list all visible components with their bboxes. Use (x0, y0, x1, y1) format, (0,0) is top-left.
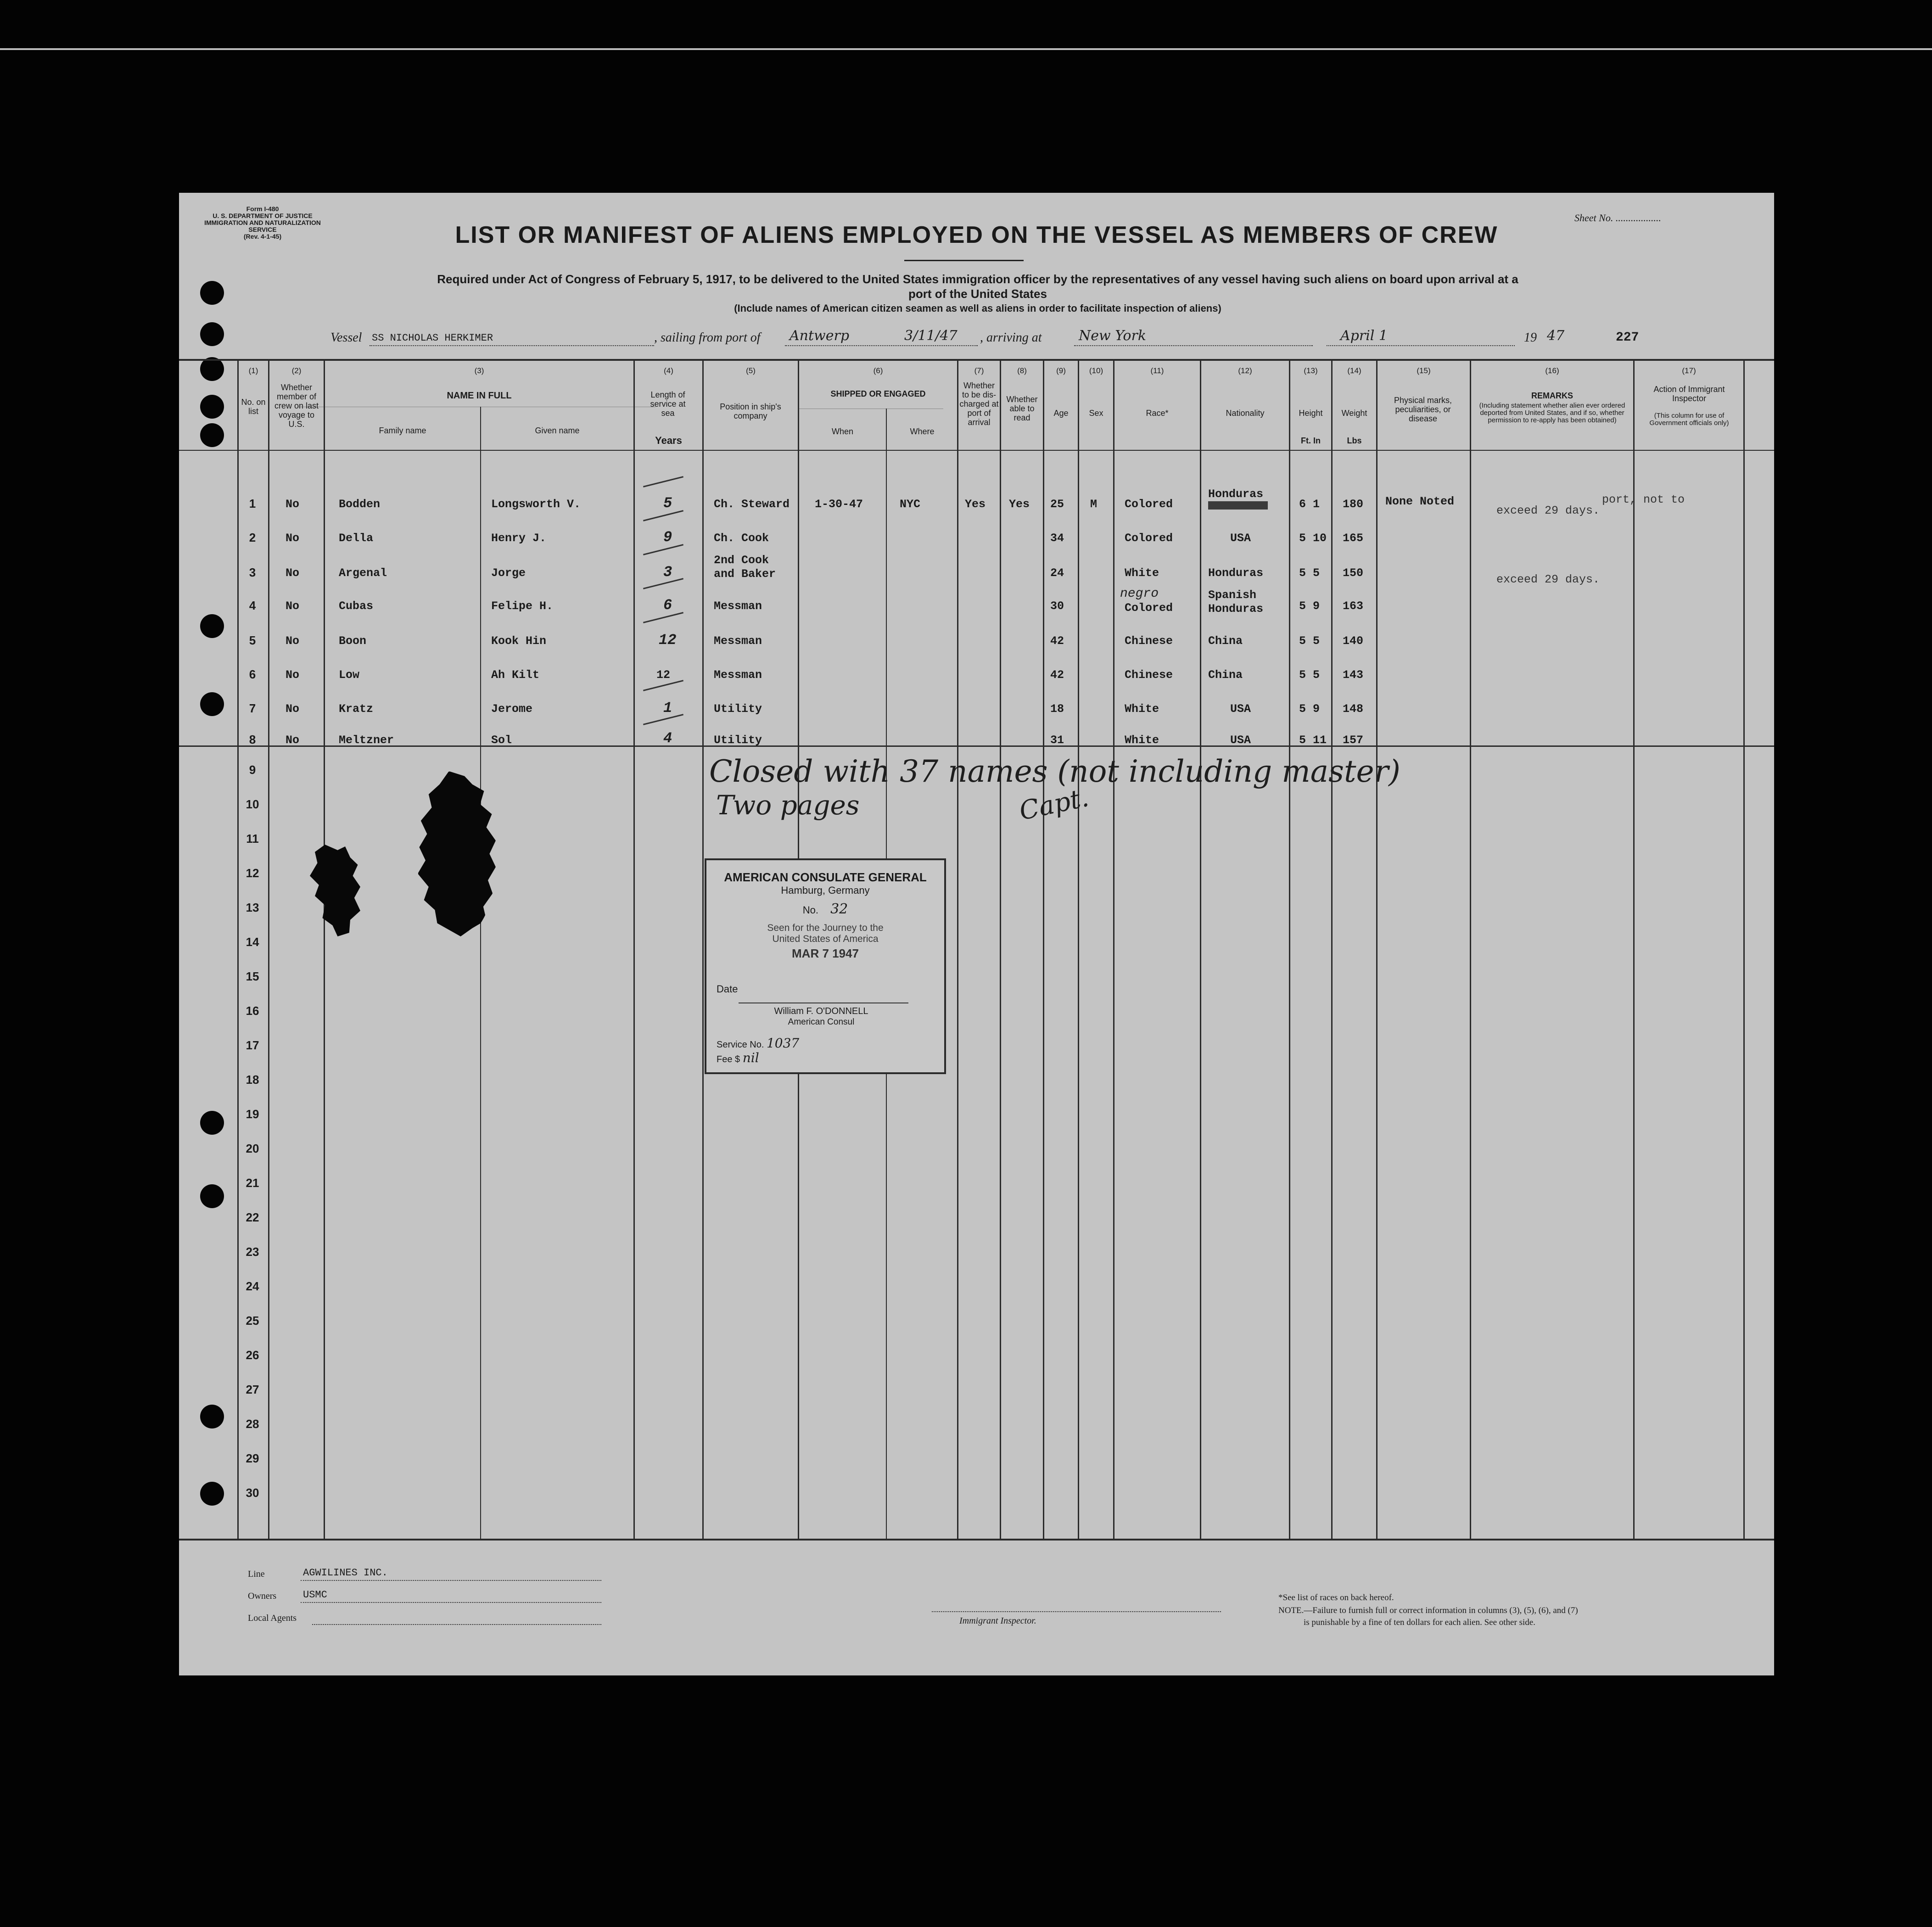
row-number: 1 (249, 497, 256, 510)
sailing-label: , sailing from port of (654, 331, 761, 345)
given-name-cell: Kook Hin (491, 634, 547, 648)
age-cell: 25 (1050, 498, 1064, 511)
height-cell: 5 9 (1299, 599, 1320, 613)
previous-voyage-cell: No (286, 668, 300, 682)
row-number: 27 (246, 1383, 259, 1396)
row-number: 14 (246, 935, 259, 949)
position-cell: Messman (714, 634, 762, 648)
row-number: 22 (246, 1210, 259, 1224)
family-name-cell: Argenal (339, 566, 387, 580)
footer-agents-row (248, 1613, 297, 1624)
column-number: (16) (1545, 366, 1559, 375)
race-cell: White (1125, 702, 1159, 716)
subheading-ft-in: Ft. In (1301, 436, 1321, 445)
column-number: (3) (474, 366, 484, 375)
row-number: 9 (249, 763, 256, 777)
punch-hole (200, 423, 224, 447)
column-heading-list-no: No. on list (241, 398, 266, 416)
column-number: (17) (1682, 366, 1696, 375)
height-cell: 5 5 (1299, 668, 1320, 682)
dotted-rule (1327, 345, 1515, 346)
sailing-port: Antwerp (790, 328, 850, 344)
vessel-line (330, 328, 1753, 349)
footer-rule (301, 1602, 601, 1603)
year-suffix: 47 (1547, 328, 1565, 344)
column-heading-inspector-action: Action of Immigrant Inspector (1653, 385, 1725, 403)
column-heading-sex: Sex (1089, 409, 1103, 418)
age-cell: 18 (1050, 702, 1064, 716)
owners-value: USMC (303, 1589, 327, 1601)
shipped-where-cell: NYC (900, 498, 921, 511)
weight-cell: 157 (1343, 734, 1364, 747)
family-name-cell: Low (339, 668, 360, 682)
vessel-name: SS NICHOLAS HERKIMER (372, 332, 493, 344)
column-heading-able-to-read: Whether able to read (1006, 395, 1038, 422)
column-heading-weight: Weight (1341, 409, 1367, 418)
table-row (179, 587, 1774, 616)
given-name-cell: Ah Kilt (491, 668, 540, 682)
arrival-date: April 1 (1340, 328, 1388, 344)
dotted-rule (785, 345, 978, 346)
column-number: (2) (291, 366, 302, 375)
punch-hole (200, 1184, 224, 1208)
row-number: 12 (246, 866, 259, 880)
race-cell: Chinese (1125, 668, 1173, 682)
height-cell: 5 9 (1299, 702, 1320, 716)
previous-voyage-cell: No (286, 734, 300, 747)
manifest-subtitle (243, 272, 1712, 316)
punch-hole (200, 322, 224, 346)
stamp-seen-line-2: United States of America (772, 934, 879, 944)
age-cell: 42 (1050, 668, 1064, 682)
stamp-service-line (717, 1036, 799, 1051)
vessel-label: Vessel (330, 331, 362, 345)
column-heading-height: Height (1299, 409, 1323, 418)
table-row (179, 700, 1774, 718)
weight-cell: 163 (1343, 599, 1364, 613)
table-row (179, 554, 1774, 586)
table-row (179, 666, 1774, 684)
row-number: 7 (249, 701, 256, 715)
remarks-instructions: (Including statement whether alien ever ordered deported from United States, and if so, whether permission to re-apply has been obtained) (1479, 402, 1625, 424)
column-heading-shipped: SHIPPED OR ENGAGED (830, 389, 926, 398)
age-cell: 42 (1050, 634, 1064, 648)
given-name-cell: Jorge (491, 566, 526, 580)
given-name-cell: Longsworth V. (491, 498, 581, 511)
row-number: 23 (246, 1245, 259, 1259)
subheading-lbs: Lbs (1347, 436, 1362, 445)
stamp-number: 32 (830, 901, 848, 917)
column-number: (14) (1347, 366, 1361, 375)
column-number: (5) (746, 366, 756, 375)
position-cell: Messman (714, 668, 762, 682)
race-cell: Colored (1125, 498, 1173, 511)
inspector-label: Immigrant Inspector. (959, 1616, 1036, 1626)
row-number: 15 (246, 969, 259, 983)
discharged-cell: Yes (965, 498, 986, 511)
manifest-sheet (179, 193, 1774, 1675)
race-cell: White (1125, 734, 1159, 747)
title-underline (904, 260, 1024, 261)
column-heading-age: Age (1053, 409, 1069, 418)
manifest-title: LIST OR MANIFEST OF ALIENS EMPLOYED ON THE VESSEL AS MEMBERS OF CREW (455, 222, 1498, 248)
line-value: AGWILINES INC. (303, 1567, 388, 1579)
family-name-cell: Kratz (339, 702, 374, 716)
previous-voyage-cell: No (286, 498, 300, 511)
years-cell: 12 (656, 668, 671, 682)
race-cell: Colored (1125, 532, 1173, 545)
sailing-date: 3/11/47 (904, 328, 958, 344)
able-to-read-cell: Yes (1009, 498, 1030, 511)
tick-mark (643, 476, 683, 487)
department-name: U. S. DEPARTMENT OF JUSTICE (213, 212, 313, 219)
family-name-cell: Meltzner (339, 734, 394, 747)
weight-cell: 140 (1343, 634, 1364, 648)
weight-cell: 148 (1343, 702, 1364, 716)
years-cell: 6 (663, 597, 672, 614)
punch-hole (200, 1111, 224, 1135)
master-signature: Capt. (1016, 782, 1092, 827)
family-name-cell: Cubas (339, 599, 374, 613)
subheading-years: Years (655, 435, 682, 446)
nationality-cell: Spanish Honduras (1208, 588, 1264, 616)
row-number: 2 (249, 531, 256, 544)
height-cell: 5 5 (1299, 634, 1320, 648)
table-row (179, 529, 1774, 547)
footer-rule (301, 1580, 601, 1581)
sheet-number-label: Sheet No. .................. (1574, 212, 1661, 224)
arrival-port: New York (1079, 328, 1146, 344)
penalty-note-2: is punishable by a fine of ten dollars for each alien. See other side. (1304, 1618, 1535, 1627)
punch-hole (200, 1405, 224, 1428)
stamp-fee-line (717, 1050, 759, 1065)
punch-hole (200, 1482, 224, 1506)
closing-note: Closed with 37 names (not including master) (709, 754, 1400, 789)
stamp-officer: William F. O'DONNELL (774, 1006, 868, 1016)
table-bottom-rule (179, 1539, 1774, 1540)
position-cell: Utility (714, 734, 762, 747)
stamp-fee-label: Fee $ (717, 1054, 740, 1064)
page-number: 227 (1616, 331, 1639, 345)
column-heading-race: Race* (1146, 409, 1169, 418)
column-number: (1) (248, 366, 258, 375)
position-cell: Ch. Steward (714, 498, 790, 511)
arriving-label: , arriving at (980, 331, 1042, 345)
service-name: IMMIGRATION AND NATURALIZATION SERVICE (204, 219, 321, 233)
header-bottom-rule (179, 450, 1774, 451)
stamp-fee: nil (742, 1050, 759, 1065)
stamp-number-line (706, 901, 944, 917)
previous-voyage-cell: No (286, 566, 300, 580)
row-number: 25 (246, 1314, 259, 1328)
age-cell: 31 (1050, 734, 1064, 747)
column-heading-position: Position in ship's company (720, 402, 781, 420)
years-cell: 4 (663, 730, 672, 747)
local-agents-label: Local Agents (248, 1613, 297, 1623)
table-row (179, 632, 1774, 650)
stamp-title: AMERICAN CONSULATE GENERAL (724, 870, 927, 884)
inspector-instructions: (This column for use of Government officials only) (1649, 412, 1729, 427)
consulate-stamp (705, 858, 946, 1074)
column-heading-length-of-service: Length of service at sea (650, 390, 686, 418)
shipped-when-cell: 1-30-47 (815, 498, 863, 511)
row-number: 18 (246, 1073, 259, 1087)
given-name-cell: Henry J. (491, 532, 547, 545)
previous-voyage-cell: No (286, 634, 300, 648)
given-name-cell: Felipe H. (491, 599, 554, 613)
row-number: 16 (246, 1004, 259, 1018)
year-prefix: 19 (1524, 331, 1537, 345)
subheading-where: Where (910, 427, 935, 436)
column-number: (7) (974, 366, 984, 375)
sex-cell: M (1090, 498, 1098, 511)
embossed-seal (418, 771, 496, 936)
column-heading-previous-voyage: Whether member of crew on last voyage to U.S. (274, 383, 319, 429)
races-note: *See list of races on back hereof. (1278, 1593, 1394, 1602)
column-number: (9) (1056, 366, 1066, 375)
height-cell: 5 11 (1299, 734, 1327, 747)
nationality-cell: USA (1230, 702, 1251, 716)
column-number: (8) (1017, 366, 1027, 375)
scan-edge-line (0, 48, 1932, 50)
years-cell: 12 (659, 632, 677, 649)
race-correction: negro (1120, 587, 1159, 601)
age-cell: 24 (1050, 566, 1064, 580)
dotted-rule (1074, 345, 1313, 346)
row-number: 10 (246, 797, 259, 811)
previous-voyage-cell: No (286, 532, 300, 545)
position-cell: Utility (714, 702, 762, 716)
column-number: (13) (1304, 366, 1318, 375)
nationality-cell: Honduras (1208, 487, 1264, 501)
punch-hole (200, 281, 224, 305)
previous-voyage-cell: No (286, 702, 300, 716)
remarks-cell: exceed 29 days. (1496, 573, 1600, 586)
weight-cell: 150 (1343, 566, 1364, 580)
remarks-partial: port, not to (1602, 493, 1685, 506)
column-heading-nationality: Nationality (1226, 409, 1265, 418)
form-number: Form I-480 (246, 205, 279, 213)
stamp-seen-line-1: Seen for the Journey to the (767, 923, 884, 933)
age-cell: 34 (1050, 532, 1064, 545)
row-number: 3 (249, 566, 256, 579)
form-revision: (Rev. 4-1-45) (243, 233, 282, 240)
weight-cell: 165 (1343, 532, 1364, 545)
race-cell: Chinese (1125, 634, 1173, 648)
embossed-seal (310, 845, 360, 936)
column-number: (11) (1150, 366, 1164, 375)
stamp-date-value: MAR 7 1947 (792, 947, 859, 960)
position-cell: Ch. Cook (714, 532, 769, 545)
row-number: 20 (246, 1142, 259, 1155)
height-cell: 6 1 (1299, 498, 1320, 511)
race-cell: Colored (1125, 601, 1173, 615)
column-heading-physical-marks: Physical marks, peculiarities, or disease (1394, 396, 1452, 423)
owners-label: Owners (248, 1591, 277, 1601)
column-number: (12) (1238, 366, 1252, 375)
subheading-given-name: Given name (535, 426, 580, 435)
race-cell: White (1125, 566, 1159, 580)
nationality-cell: Honduras (1208, 566, 1264, 580)
column-heading-remarks: REMARKS (1531, 391, 1573, 400)
column-heading-name: NAME IN FULL (447, 391, 512, 401)
years-cell: 9 (663, 529, 672, 546)
years-cell: 1 (663, 700, 672, 717)
line-label: Line (248, 1569, 265, 1579)
table-row (179, 487, 1774, 517)
row-number: 5 (249, 633, 256, 647)
row-number: 19 (246, 1107, 259, 1121)
subheading-when: When (831, 427, 854, 436)
years-cell: 5 (663, 495, 672, 512)
row-number: 26 (246, 1348, 259, 1362)
weight-cell: 180 (1343, 498, 1364, 511)
row-number: 8 (249, 733, 256, 746)
column-number: (10) (1089, 366, 1103, 375)
row-number: 30 (246, 1486, 259, 1500)
column-number: (15) (1417, 366, 1431, 375)
row-number: 17 (246, 1038, 259, 1052)
column-number: (4) (664, 366, 673, 375)
nationality-cell: China (1208, 634, 1243, 648)
stamp-service-label: Service No. (717, 1040, 764, 1050)
nationality-cell: USA (1230, 532, 1251, 545)
years-cell: 3 (663, 564, 672, 581)
penalty-note-1: NOTE.—Failure to furnish full or correct information in columns (3), (5), (6), and (7) (1278, 1606, 1578, 1615)
remarks-cell: exceed 29 days. (1496, 504, 1600, 517)
footer-owners-row (248, 1589, 327, 1602)
subtitle-line-3: (Include names of American citizen seamen as well as aliens in order to facilitate inspection of aliens) (734, 302, 1221, 314)
family-name-cell: Della (339, 532, 374, 545)
column-heading-discharged: Whether to be dis-charged at port of arrival (959, 381, 999, 427)
column-number: (6) (873, 366, 883, 375)
row-number: 29 (246, 1451, 259, 1465)
row-number: 13 (246, 901, 259, 914)
height-cell: 5 10 (1299, 532, 1327, 545)
age-cell: 30 (1050, 599, 1064, 613)
stamp-officer-title: American Consul (788, 1017, 855, 1027)
row-number: 4 (249, 599, 256, 612)
footer-rule (312, 1624, 601, 1625)
subheading-family-name: Family name (379, 426, 426, 435)
stamp-date-label: Date (717, 983, 738, 995)
row-number: 11 (246, 832, 259, 846)
row-number: 24 (246, 1279, 259, 1293)
stamp-number-label: No. (802, 904, 818, 916)
nationality-cell: USA (1230, 734, 1251, 747)
row-number: 6 (249, 667, 256, 681)
pages-note: Two pages (716, 790, 860, 821)
punch-hole (200, 395, 224, 419)
stamp-city: Hamburg, Germany (781, 885, 870, 896)
height-cell: 5 5 (1299, 566, 1320, 580)
table-row (179, 730, 1774, 753)
given-name-cell: Sol (491, 734, 512, 747)
physical-marks-cell: None Noted (1385, 495, 1455, 508)
subtitle-line-1: Required under Act of Congress of February 5, 1917, to be delivered to the United States immigration officer by the representatives of any vessel having such aliens on board upon arrival at a (437, 272, 1518, 286)
inspector-signature-rule (932, 1611, 1221, 1612)
struck-out-text (1208, 501, 1268, 510)
position-cell: Messman (714, 599, 762, 613)
position-cell: 2nd Cook and Baker (714, 554, 776, 581)
footer-line-row (248, 1567, 388, 1580)
family-name-cell: Bodden (339, 498, 381, 511)
stamp-service-number: 1037 (766, 1036, 800, 1051)
previous-voyage-cell: No (286, 599, 300, 613)
weight-cell: 143 (1343, 668, 1364, 682)
subtitle-line-2: port of the United States (908, 287, 1047, 301)
table-top-rule (179, 359, 1774, 361)
family-name-cell: Boon (339, 634, 367, 648)
row-number: 28 (246, 1417, 259, 1431)
row-number: 21 (246, 1176, 259, 1190)
given-name-cell: Jerome (491, 702, 533, 716)
sheet-label-text: Sheet No. (1574, 212, 1613, 224)
nationality-cell: China (1208, 668, 1243, 682)
dotted-rule (370, 345, 654, 346)
